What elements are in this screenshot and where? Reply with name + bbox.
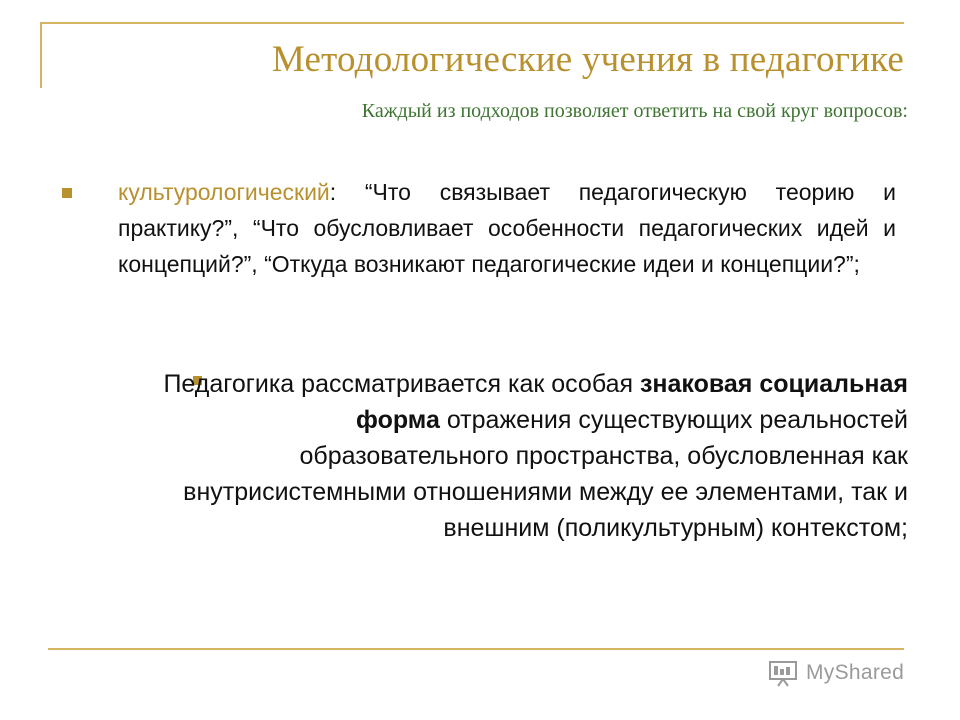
presentation-board-icon (768, 659, 802, 687)
paragraph-2-emphasis: знаковая социальная форма (356, 370, 908, 434)
top-rule (40, 22, 904, 24)
bullet-square-icon (62, 188, 72, 198)
watermark-text: MyShared (806, 661, 905, 684)
approach-term: культурологический (118, 179, 330, 205)
approach-questions: : “Что связывает педагогическую теорию и практику?”, “Что обусловливает особенности педагогических идей и концепций?”, “Откуда возникают педагогические идеи и концепции?”; (118, 179, 896, 277)
bottom-rule (48, 648, 904, 650)
watermark-logo (768, 658, 904, 688)
bullet-paragraph-1 (118, 174, 896, 282)
slide-subtitle: Каждый из подходов позволяет ответить на свой круг вопросов: (361, 100, 908, 122)
paragraph-2-rest: отражения существующих реальностей образовательного пространства, обусловленная как внутрисистемными отношениями между ее элементами, так и внешним (поликультурным) контекстом; (183, 406, 908, 542)
left-rule (40, 22, 42, 88)
slide-title: Методологические учения в педагогике (271, 39, 904, 80)
paragraph-2-intro: Педагогика рассматривается как особая (163, 370, 634, 398)
bullet-paragraph-2 (140, 366, 908, 546)
